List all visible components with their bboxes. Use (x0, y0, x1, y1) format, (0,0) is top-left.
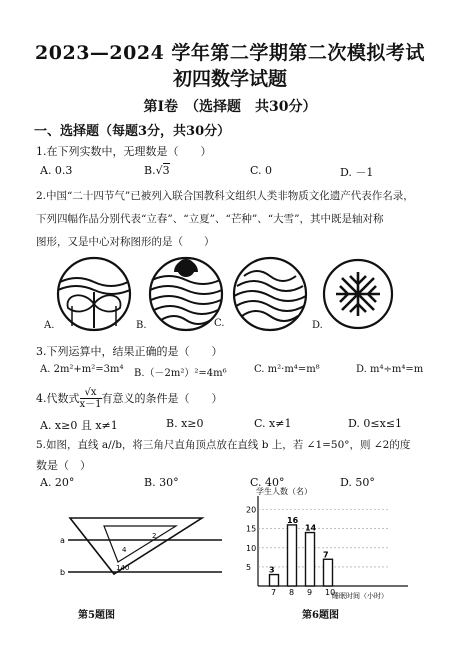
fig6-caption: 第6题图 (302, 610, 339, 621)
q1-option-a: A. 0.3 (40, 164, 73, 177)
q2-label-c: C. (214, 318, 225, 329)
chart-xtick-label: 8 (289, 588, 295, 597)
chart-ytick-label: 10 (246, 543, 257, 553)
chart-ytick-label: 20 (246, 505, 257, 515)
q1-option-b: B.√3 (144, 164, 170, 177)
q3-option-b: B.（－2m²）²=4m⁶ (134, 368, 227, 379)
q4-denominator: x－1 (79, 398, 102, 410)
q3-option-d: D. m⁴÷m⁴=m (356, 364, 424, 375)
fig5-angle-1: 140 (116, 564, 130, 572)
q1-stem: 1.在下列实数中，无理数是（ ） (36, 145, 212, 158)
chart-xtick-label: 9 (307, 588, 313, 597)
fig6-bar-chart (236, 482, 416, 606)
fig5-label-a: a (60, 536, 65, 545)
q4-suffix: 有意义的条件是（ ） (101, 392, 223, 405)
chart-xlabel: 睡眠时间（小时） (332, 592, 388, 600)
q2-line1: 2.中国“二十四节气”已被列入联合国教科文组织人类非物质文化遗产代表作名录， (36, 190, 414, 202)
fig5-caption: 第5题图 (78, 610, 115, 621)
section-heading: 一、选择题（每题3分，共30分） (34, 124, 231, 139)
q4-option-a: A. x≥0 且 x≠1 (40, 419, 118, 432)
q1-option-c: C. 0 (250, 164, 273, 177)
q4-prefix: 4.代数式 (36, 392, 80, 405)
q5-option-d: D. 50° (340, 476, 375, 489)
chart-data-label: 3 (269, 565, 275, 575)
chart-ylabel: 学生人数（名） (256, 487, 312, 496)
waves-figure (234, 258, 306, 330)
q2-line3: 图形，又是中心对称图形的是（ ） (36, 236, 215, 248)
exam-title: 2023—2024 学年第二学期第二次模拟考试 (35, 42, 425, 64)
fig5-label-b: b (60, 568, 66, 577)
sprout-figure (58, 258, 130, 330)
q2-line2: 下列四幅作品分别代表“立春”、“立夏”、“芒种”、“大雪”，其中既是轴对称 (36, 213, 384, 225)
q4-options (40, 417, 440, 433)
q3-stem: 3.下列运算中，结果正确的是（ ） (36, 345, 223, 358)
q4-option-b: B. x≥0 (166, 417, 204, 430)
q4-numerator: √x (80, 387, 102, 399)
fig5-diagram (52, 510, 232, 590)
chart-ytick-label: 15 (246, 524, 257, 534)
sun-figure (150, 258, 225, 330)
exam-subtitle: 初四数学试题 (172, 68, 287, 90)
chart-bar (288, 525, 297, 586)
q5-option-a: A. 20° (40, 476, 75, 489)
snowflake-figure (324, 260, 392, 328)
volume-heading: 第Ⅰ卷 （选择题 共30分） (143, 99, 317, 115)
q5-option-b: B. 30° (144, 476, 179, 489)
q2-label-d: D. (312, 320, 323, 331)
q3-options (40, 364, 440, 380)
chart-bar (270, 575, 279, 586)
chart-bar (306, 533, 315, 586)
q4-stem (36, 382, 223, 414)
chart-xtick-label: 10 (325, 588, 336, 597)
q2-label-a: A. (44, 320, 55, 331)
q4-option-d: D. 0≤x≤1 (348, 417, 403, 430)
fig5-angle-4: 4 (122, 546, 127, 554)
q2-label-b: B. (136, 320, 147, 331)
q5-line1: 5.如图，直线 a//b，将三角尺直角顶点放在直线 b 上，若 ∠1=50°，则 ∠2的度 (36, 439, 411, 451)
chart-bar (324, 559, 333, 586)
q2-figures (30, 252, 440, 334)
q5-option-c: C. 40° (250, 476, 285, 489)
q3-option-c: C. m²·m⁴=m⁸ (254, 364, 320, 375)
chart-data-label: 14 (305, 523, 317, 533)
chart-data-label: 16 (287, 515, 299, 525)
q1-options (40, 164, 440, 180)
q4-fraction (80, 387, 102, 410)
q4-option-c: C. x≠1 (254, 417, 292, 430)
q1-option-d: D. －1 (340, 166, 374, 179)
chart-xtick-label: 7 (271, 588, 277, 597)
fig5-angle-2: 2 (152, 532, 157, 540)
chart-data-label: 7 (323, 550, 329, 560)
q3-option-a: A. 2m²+m²=3m⁴ (40, 364, 124, 375)
chart-ytick-label: 5 (246, 562, 252, 572)
q5-line2: 数是（ ） (36, 459, 91, 472)
